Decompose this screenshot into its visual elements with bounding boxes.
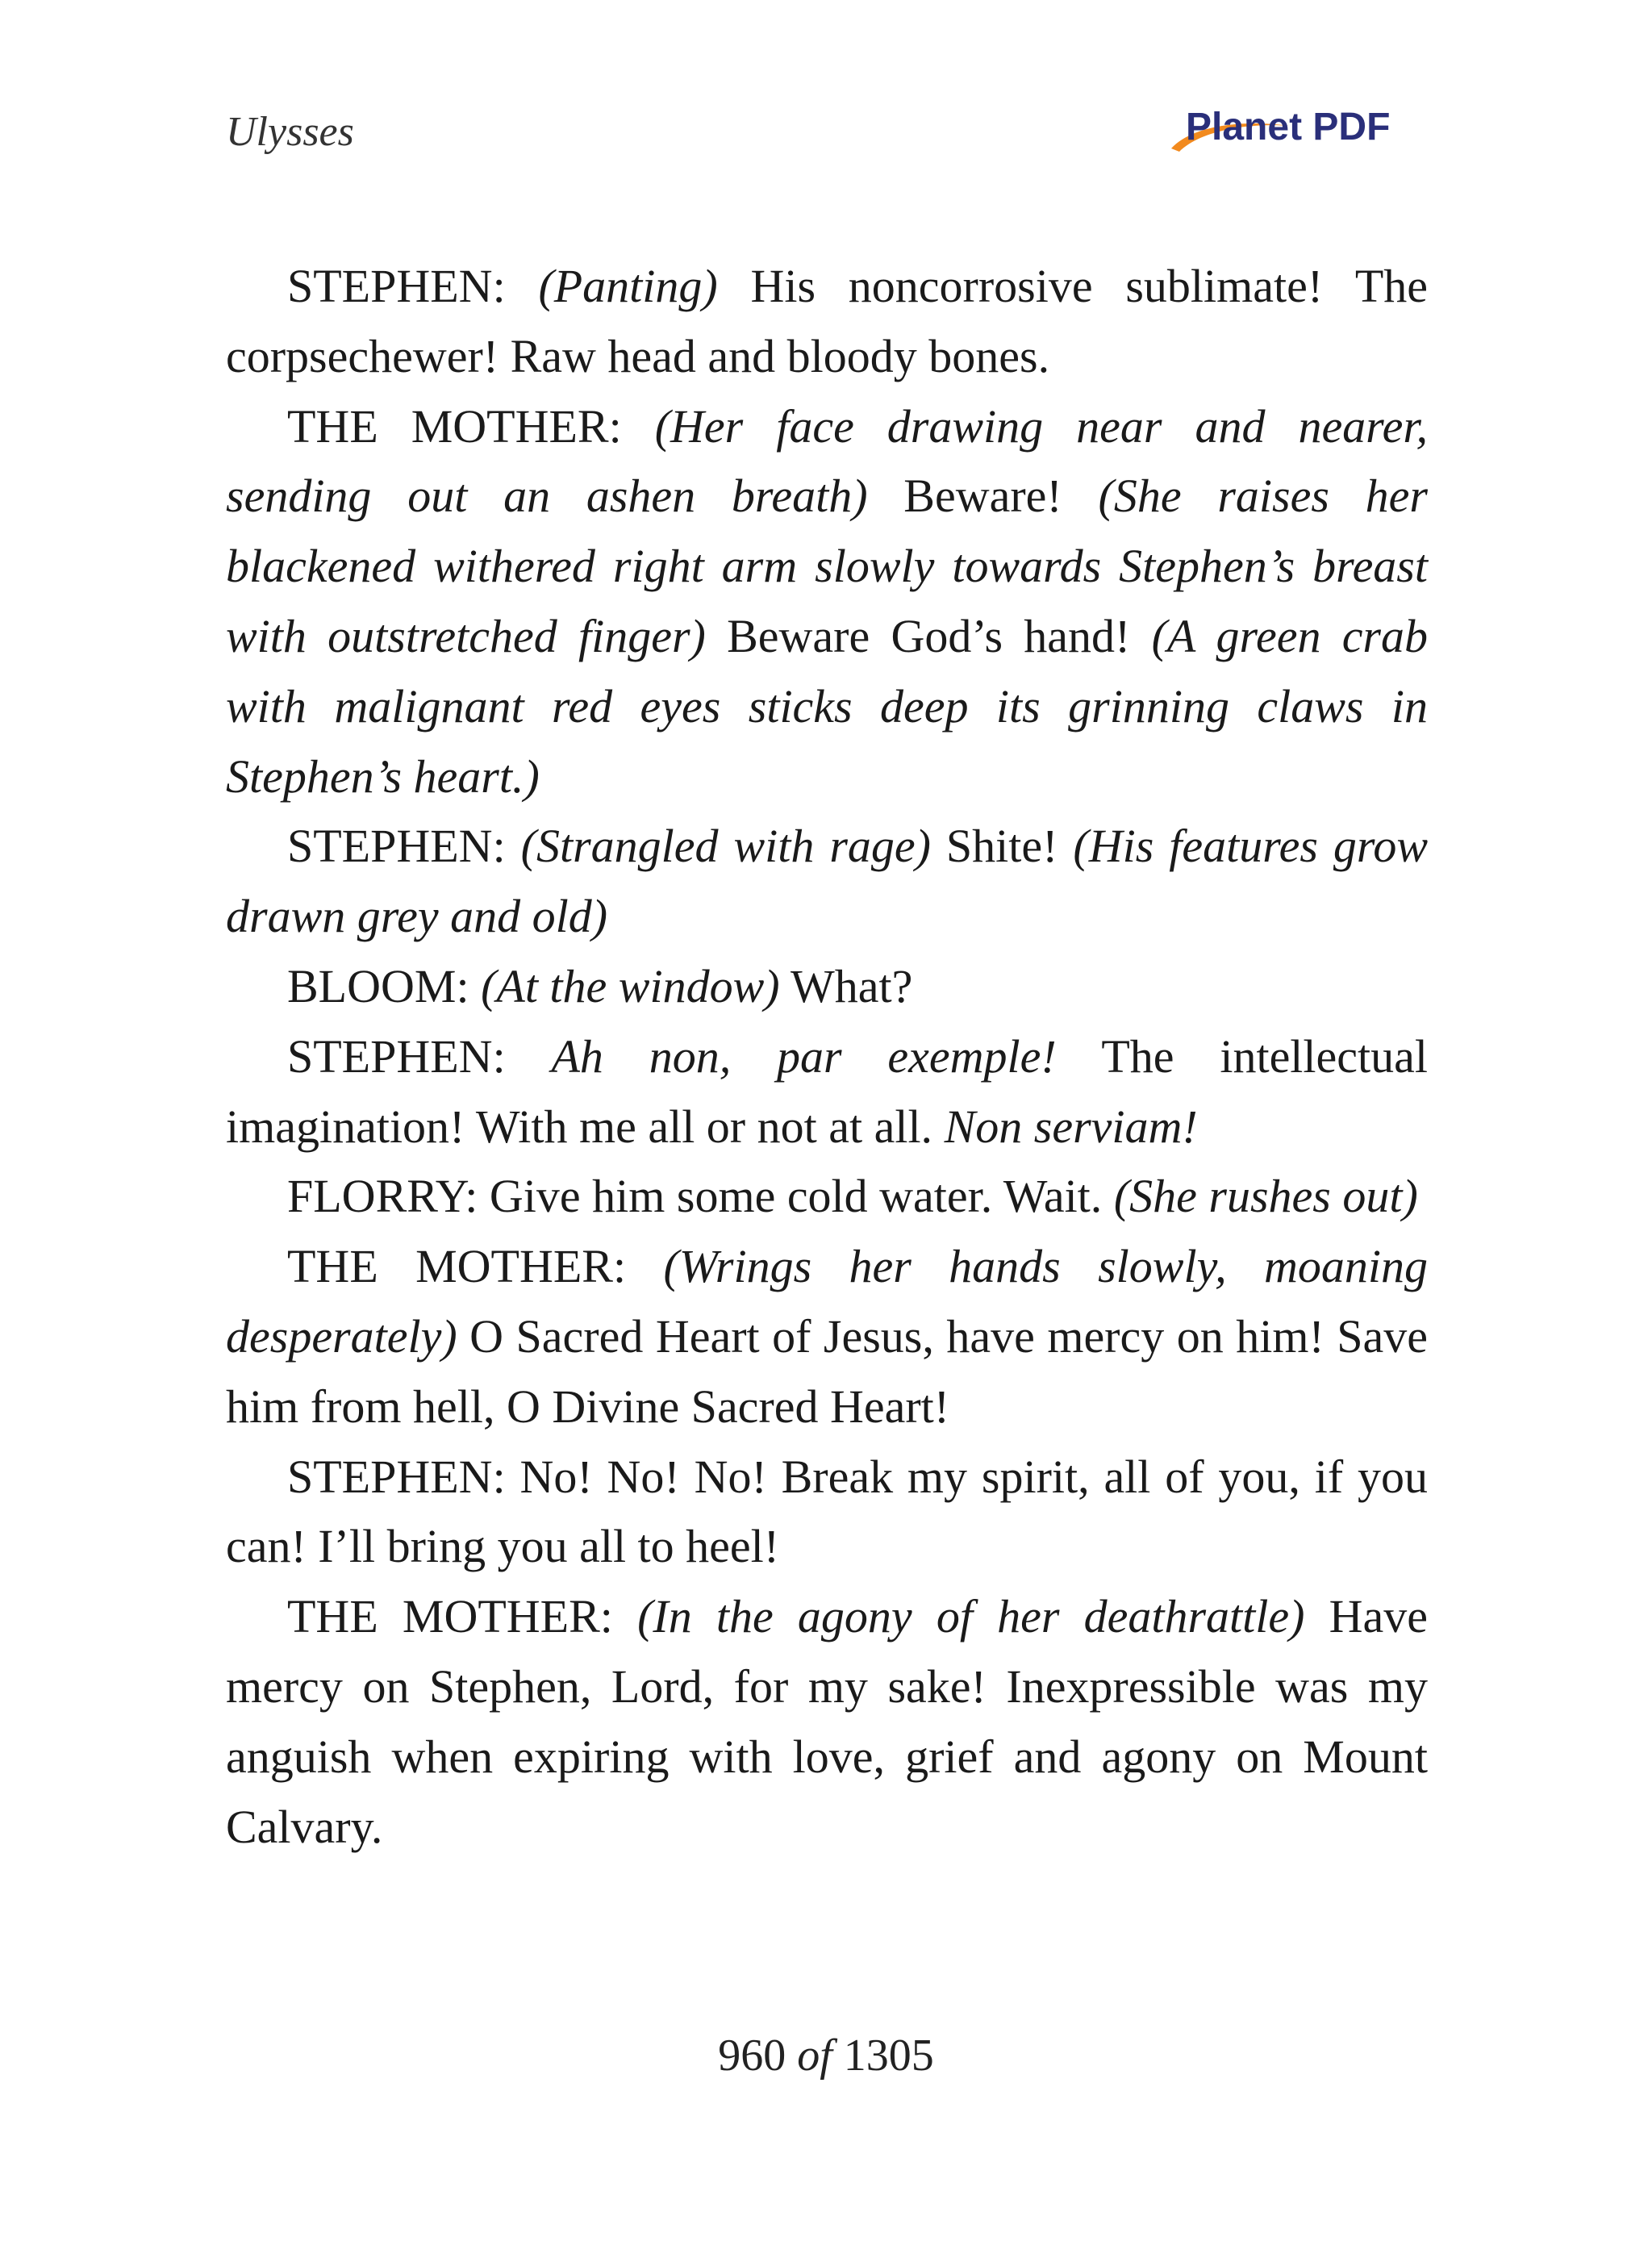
text-run: Have mercy on Stephen, Lord, for my sake! Inexpressible was my anguish when expiring with love, grief and agony on Mount Calvary. <box>226 1590 1428 1853</box>
stage-direction: (A green crab with malignant red eyes sticks deep its grinning claws in Stephen’s heart.) <box>226 609 1429 803</box>
paragraph <box>226 1582 1428 1862</box>
stage-direction: (Strangled with rage) <box>520 820 931 873</box>
paragraph <box>226 1442 1428 1583</box>
stage-direction: (Her face drawing near and nearer, sending out an ashen breath) <box>226 399 1428 523</box>
stage-direction: (Wrings her hands slowly, moaning desperately) <box>226 1240 1428 1363</box>
paragraph <box>226 1162 1428 1232</box>
text-run: THE MOTHER: <box>287 399 655 453</box>
stage-direction: (At the window) <box>481 959 780 1012</box>
stage-direction: (She raises her blackened withered right arm slowly towards Stephen’s breast with outstretched finger) <box>226 470 1428 662</box>
page-current: 960 <box>718 2031 786 2081</box>
text-run: Beware God’s hand! <box>705 609 1152 662</box>
text-run: STEPHEN: <box>287 820 521 873</box>
paragraph <box>226 1022 1428 1162</box>
stage-direction: (She rushes out) <box>1113 1170 1418 1223</box>
text-run: THE MOTHER: <box>287 1590 638 1643</box>
text-run: BLOOM: <box>287 959 482 1012</box>
text-run: THE MOTHER: <box>287 1240 664 1293</box>
paragraph <box>226 952 1428 1022</box>
paragraph <box>226 1232 1428 1442</box>
page-body <box>226 252 1428 1862</box>
stage-direction: Ah non, par exemple! <box>551 1029 1057 1083</box>
text-run: STEPHEN: <box>287 260 539 312</box>
paragraph <box>226 252 1428 392</box>
text-run: Shite! <box>930 820 1074 873</box>
text-run: Beware! <box>867 470 1099 523</box>
paragraph <box>226 812 1428 952</box>
page-number <box>0 2030 1652 2081</box>
paragraph <box>226 392 1428 812</box>
text-run: His noncorrosive sublimate! The corpsechewer! Raw head and bloody bones. <box>226 260 1429 382</box>
text-run: FLORRY: Give him some cold water. Wait. <box>287 1170 1114 1223</box>
stage-direction: Non serviam! <box>944 1100 1198 1153</box>
page-of-label: of <box>797 2031 832 2081</box>
stage-direction: (In the agony of her deathrattle) <box>637 1590 1305 1643</box>
running-header-title: Ulysses <box>226 109 354 155</box>
stage-direction: (His features grow drawn grey and old) <box>226 820 1429 943</box>
logo-text: Planet PDF <box>1186 106 1391 148</box>
stage-direction: (Panting) <box>538 260 718 312</box>
text-run: STEPHEN: No! No! No! Break my spirit, all of you, if you can! I’ll bring you all to heel! <box>226 1450 1428 1573</box>
text-run: O Sacred Heart of Jesus, have mercy on him! Save him from hell, O Divine Sacred Heart! <box>226 1309 1428 1433</box>
text-run: The intellectual imagination! With me all or not at all. <box>226 1029 1428 1153</box>
planet-pdf-logo <box>1168 102 1434 166</box>
text-run: What? <box>779 959 913 1012</box>
page-total: 1305 <box>843 2031 934 2081</box>
text-run: STEPHEN: <box>287 1029 552 1083</box>
